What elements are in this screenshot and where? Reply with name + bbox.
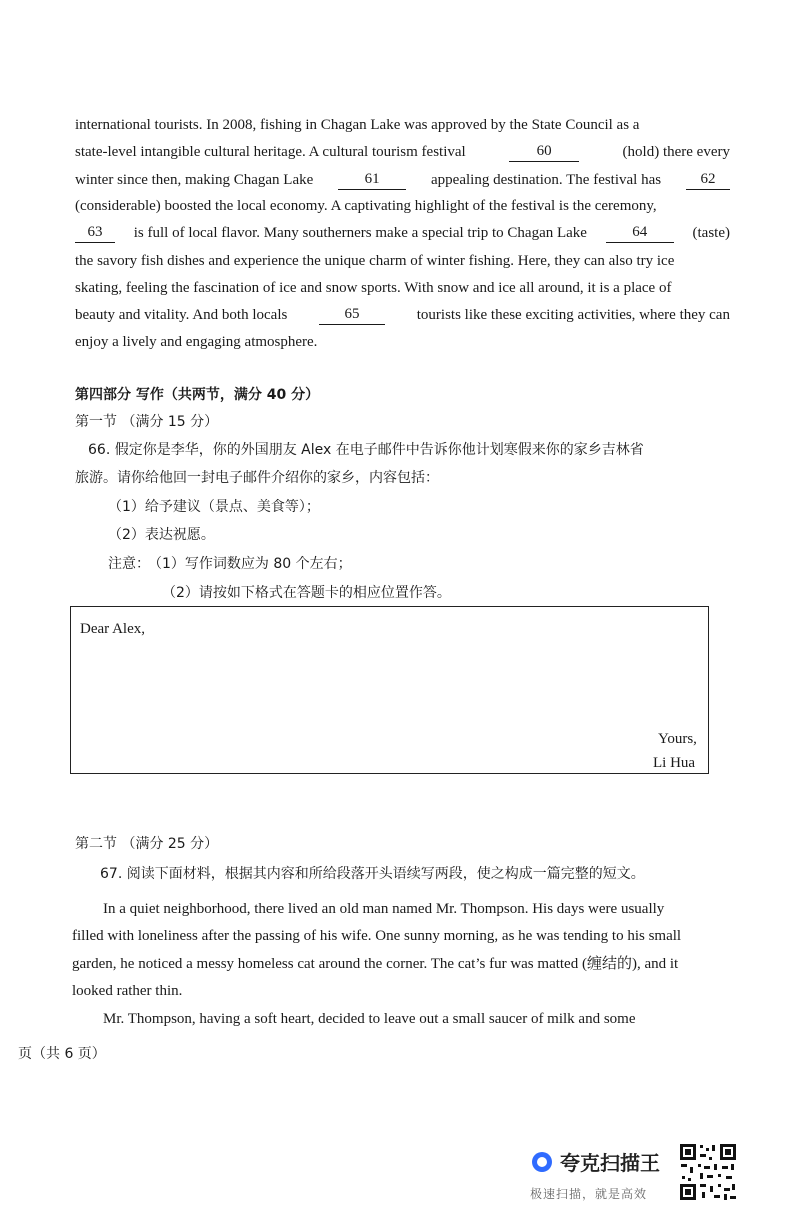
passage-text: (taste) bbox=[692, 225, 730, 241]
q66-line-2: 旅游。请你给他回一封电子邮件介绍你的家乡，内容包括： bbox=[75, 470, 439, 486]
passage-line-5 bbox=[75, 223, 730, 243]
blank-60[interactable]: 60 bbox=[509, 142, 579, 162]
passage-line-8 bbox=[75, 305, 730, 325]
passage-text: skating, feeling the fascination of ice and snow sports. With snow and ice all around, it is a place of bbox=[75, 280, 672, 296]
q66-item-2: （2）表达祝愿。 bbox=[108, 527, 215, 543]
story-text: garden, he noticed a messy homeless cat around the corner. The cat’s fur was matted (缠结的), and it bbox=[72, 956, 679, 972]
q66-item-1: （1）给予建议（景点、美食等）； bbox=[108, 499, 320, 515]
passage-line-2 bbox=[75, 142, 730, 162]
passage-text: state-level intangible cultural heritage. A cultural tourism festival bbox=[75, 144, 466, 160]
passage-text: is full of local flavor. Many southerners make a special trip to Chagan Lake bbox=[133, 225, 587, 241]
scanner-brand: 夸克扫描王 bbox=[560, 1151, 660, 1175]
blank-61[interactable]: 61 bbox=[338, 170, 406, 190]
section-1-title: 第一节 （满分 15 分） bbox=[75, 414, 219, 430]
passage-text: appealing destination. The festival has bbox=[431, 172, 662, 188]
passage-text: winter since then, making Chagan Lake bbox=[75, 172, 314, 188]
story-line-2 bbox=[72, 926, 728, 946]
passage-text: (considerable) boosted the local economy. A captivating highlight of the festival is the ceremony, bbox=[75, 198, 657, 214]
q66-line-1: 66. 假定你是李华，你的外国朋友 Alex 在电子邮件中告诉你他计划寒假来你的家乡吉林省 bbox=[88, 442, 644, 458]
passage-text: the savory fish dishes and experience the unique charm of winter fishing. Here, they can also try ice bbox=[75, 253, 675, 269]
letter-closing: Yours, bbox=[658, 731, 697, 747]
letter-signature: Li Hua bbox=[653, 755, 696, 771]
passage-text: (hold) there every bbox=[622, 144, 730, 160]
q67-instruction: 67. 阅读下面材料，根据其内容和所给段落开头语续写两段，使之构成一篇完整的短文。 bbox=[100, 866, 645, 882]
note-label: 注意： bbox=[108, 556, 150, 572]
passage-line-3 bbox=[75, 170, 730, 190]
passage-text: international tourists. In 2008, fishing in Chagan Lake was approved by the State Council as a bbox=[75, 117, 640, 133]
note-2: （2）请按如下格式在答题卡的相应位置作答。 bbox=[162, 585, 451, 601]
story-text: looked rather thin. bbox=[72, 983, 183, 999]
passage-line-6 bbox=[75, 251, 730, 271]
blank-64[interactable]: 64 bbox=[606, 223, 674, 243]
blank-63[interactable]: 63 bbox=[75, 223, 115, 243]
blank-62[interactable]: 62 bbox=[686, 170, 730, 190]
note-1: （1）写作词数应为 80 个左右； bbox=[148, 556, 352, 572]
story-line-5 bbox=[103, 1009, 728, 1029]
passage-line-1 bbox=[75, 115, 730, 135]
answer-box[interactable] bbox=[70, 606, 709, 774]
page-footer: 页（共 6 页） bbox=[18, 1046, 106, 1062]
story-text: In a quiet neighborhood, there lived an old man named Mr. Thompson. His days were usually bbox=[103, 901, 665, 917]
section-2-title: 第二节 （满分 25 分） bbox=[75, 836, 219, 852]
story-text: Mr. Thompson, having a soft heart, decided to leave out a small saucer of milk and some bbox=[103, 1011, 636, 1027]
passage-text: tourists like these exciting activities, where they can bbox=[416, 307, 730, 323]
passage-line-7 bbox=[75, 278, 730, 298]
passage-text: beauty and vitality. And both locals bbox=[75, 307, 288, 323]
scanner-slogan: 极速扫描，就是高效 bbox=[530, 1187, 648, 1201]
story-line-4 bbox=[72, 981, 182, 1001]
part-title: 第四部分 写作（共两节，满分 40 分） bbox=[75, 387, 320, 403]
passage-line-4 bbox=[75, 196, 730, 216]
passage-text: enjoy a lively and engaging atmosphere. bbox=[75, 334, 318, 350]
qr-code-icon bbox=[678, 1142, 738, 1202]
passage-line-9 bbox=[75, 332, 317, 352]
letter-greeting: Dear Alex, bbox=[80, 621, 145, 637]
story-line-3 bbox=[72, 954, 728, 974]
story-text: filled with loneliness after the passing of his wife. One sunny morning, as he was tending to his small bbox=[72, 928, 682, 944]
story-line-1 bbox=[103, 899, 728, 919]
scanner-logo-icon bbox=[532, 1152, 552, 1172]
blank-65[interactable]: 65 bbox=[319, 305, 385, 325]
